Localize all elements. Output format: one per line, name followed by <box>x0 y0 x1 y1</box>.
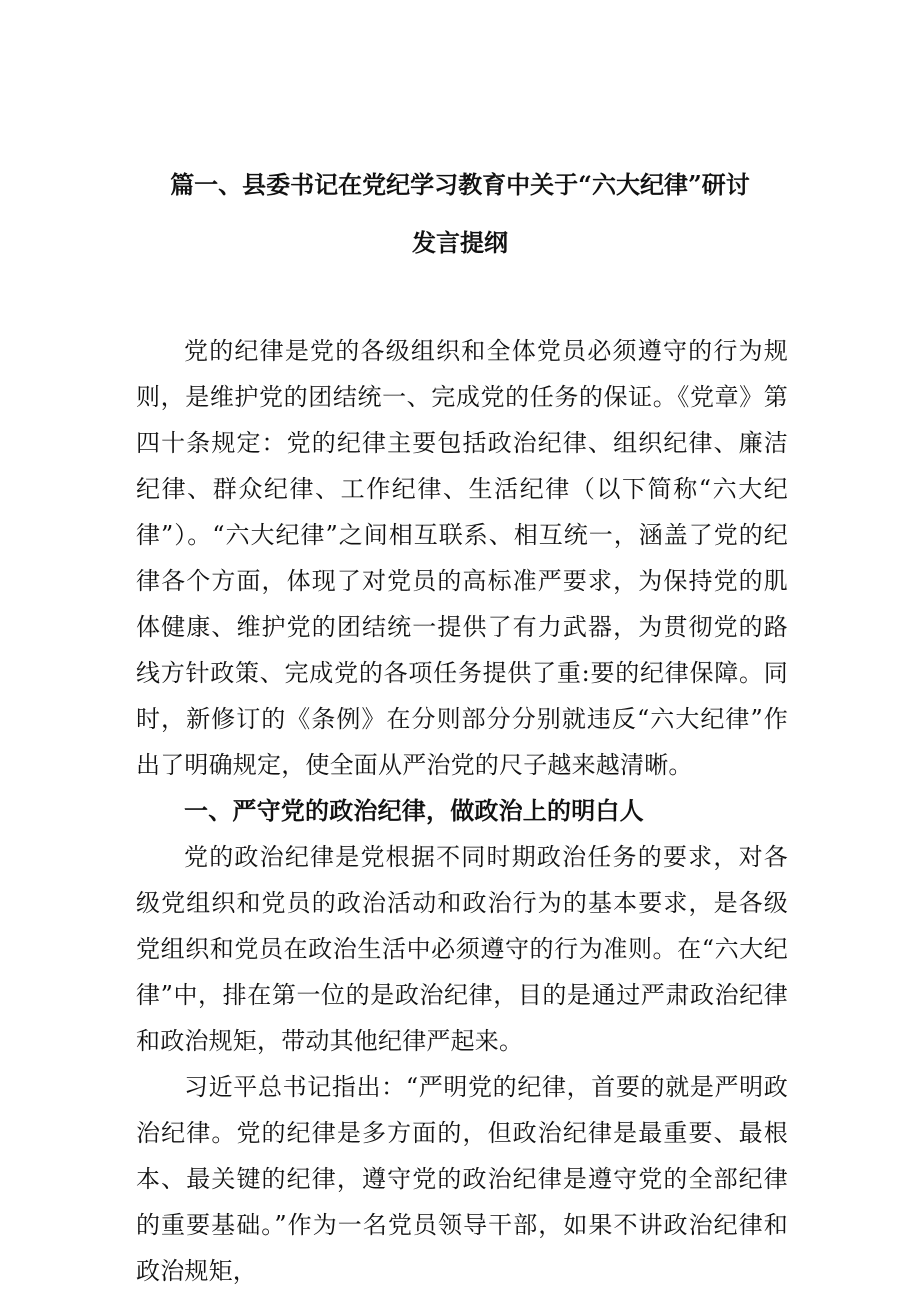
document-title-line-2: 发言提纲 <box>412 228 508 257</box>
body-paragraph: 党的政治纪律是党根据不同时期政治任务的要求，对各级党组织和党员的政治活动和政治行为的基本要求，是各级党组织和党员在政治生活中必须遵守的行为准则。在“六大纪律”中，排在第一位的是政治纪律，目的是通过严肃政治纪律和政治规矩，带动其他纪律严起来。 <box>136 843 788 1055</box>
intro-paragraph: 党的纪律是党的各级组织和全体党员必须遵守的行为规则，是维护党的团结统一、完成党的任务的保证。《党章》第四十条规定：党的纪律主要包括政治纪律、组织纪律、廉洁纪律、群众纪律、工作纪律、生活纪律（以下简称“六大纪律”）。“六大纪律”之间相互联系、相互统一，涵盖了党的纪律各个方面，体现了对党员的高标准严要求，为保持党的肌体健康、维护党的团结统一提供了有力武器，为贯彻党的路线方针政策、完成党的各项任务提供了重:要的纪律保障。同时，新修订的《条例》在分则部分分别就违反“六大纪律”作出了明确规定，使全面从严治党的尺子越来越清晰。 <box>136 337 788 779</box>
section-heading-political-discipline: 一、严守党的政治纪律，做政治上的明白人 <box>184 796 644 825</box>
document-title-line-1: 篇一、县委书记在党纪学习教育中关于“六大纪律”研讨 <box>170 170 750 199</box>
document-body <box>136 328 788 1294</box>
body-paragraph: 习近平总书记指出：“严明党的纪律，首要的就是严明政治纪律。党的纪律是多方面的，但政治纪律是最重要、最根本、最关键的纪律，遵守党的政治纪律是遵守党的全部纪律的重要基础。”作为一名党员领导干部，如果不讲政治纪律和政治规矩， <box>136 1073 788 1285</box>
